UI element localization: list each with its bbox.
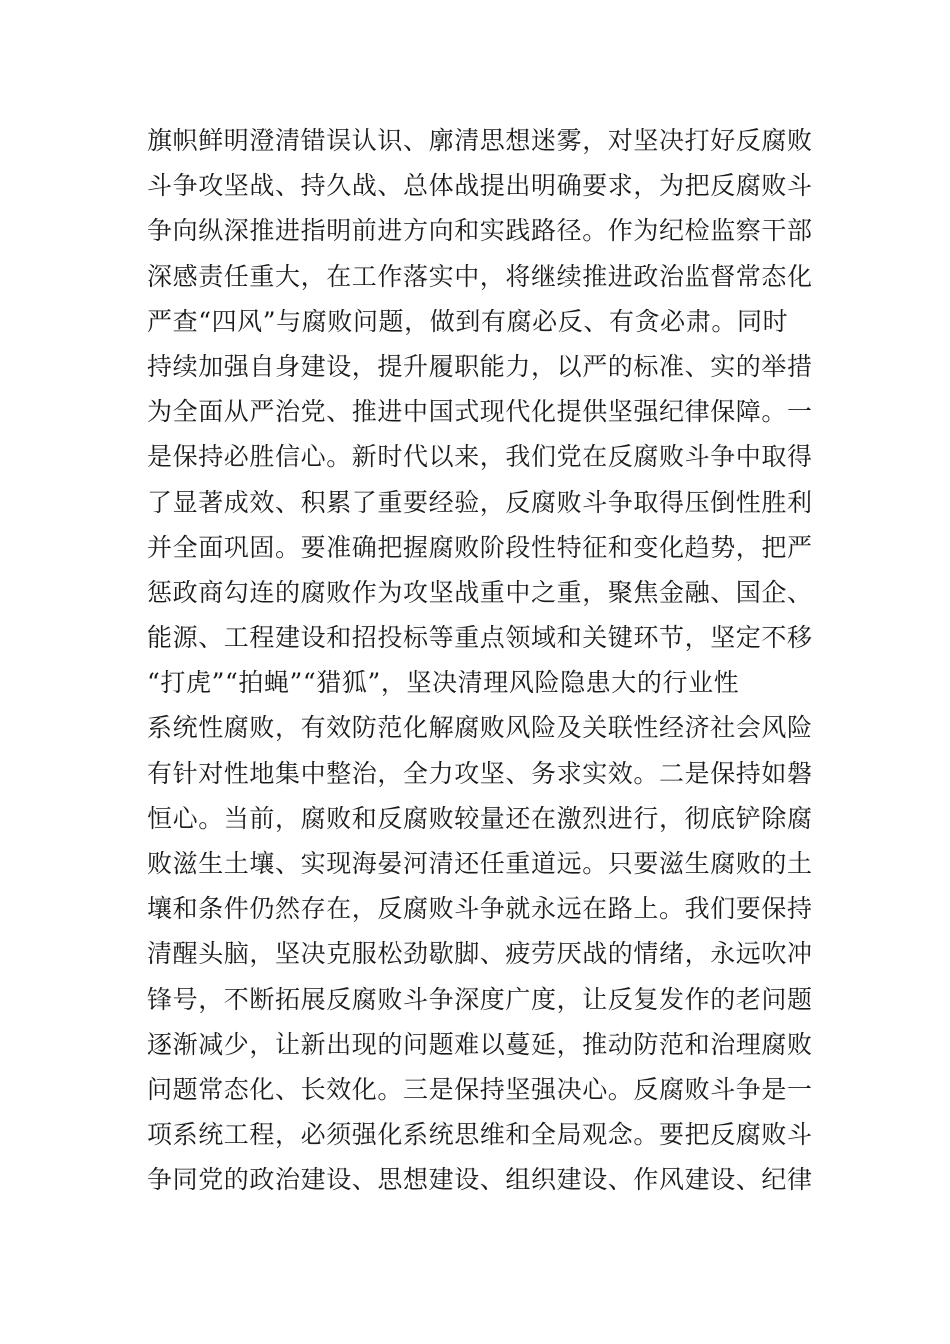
text-line-10: 并全面巩固。要准确把握腐败阶段性特征和变化趋势，把严 bbox=[147, 532, 813, 562]
text-line-2: 斗争攻坚战、持久战、总体战提出明确要求，为把反腐败斗 bbox=[147, 171, 813, 201]
text-line-17: 败滋生土壤、实现海晏河清还任重道远。只要滋生腐败的土 bbox=[147, 849, 813, 878]
text-line-7: 为全面从严治党、推进中国式现代化提供坚强纪律保障。一 bbox=[147, 397, 813, 427]
text-line-18: 壤和条件仍然存在，反腐败斗争就永远在路上。我们要保持 bbox=[147, 894, 813, 924]
text-line-14: 系统性腐败，有效防范化解腐败风险及关联性经济社会风险 bbox=[147, 713, 813, 743]
text-line-11: 惩政商勾连的腐败作为攻坚战重中之重，聚焦金融、国企、 bbox=[147, 577, 813, 607]
text-line-23: 项系统工程，必须强化系统思维和全局观念。要把反腐败斗 bbox=[147, 1120, 813, 1150]
text-line-20: 锋号，不断拓展反腐败斗争深度广度，让反复发作的老问题 bbox=[147, 984, 813, 1014]
text-line-3: 争向纵深推进指明前进方向和实践路径。作为纪检监察干部 bbox=[147, 216, 813, 246]
text-line-13: “打虎”“拍蝇”“猎狐”，坚决清理风险隐患大的行业性 bbox=[147, 668, 740, 698]
text-line-12: 能源、工程建设和招投标等重点领域和关键环节，坚定不移 bbox=[147, 623, 813, 653]
text-line-5: 严查“四风”与腐败问题，做到有腐必反、有贪必肃。同时 bbox=[147, 306, 789, 336]
text-line-16: 恒心。当前，腐败和反腐败较量还在激烈进行，彻底铲除腐 bbox=[147, 803, 813, 833]
text-line-8: 是保持必胜信心。新时代以来，我们党在反腐败斗争中取得 bbox=[147, 442, 813, 472]
text-line-9: 了显著成效、积累了重要经验，反腐败斗争取得压倒性胜利 bbox=[147, 487, 813, 517]
text-line-24: 争同党的政治建设、思想建设、组织建设、作风建设、纪律 bbox=[147, 1165, 813, 1195]
body-text bbox=[147, 118, 817, 1203]
text-line-6: 持续加强自身建设，提升履职能力，以严的标准、实的举措 bbox=[147, 351, 813, 381]
text-line-21: 逐渐减少，让新出现的问题难以蔓延，推动防范和治理腐败 bbox=[147, 1029, 813, 1059]
text-line-1: 旗帜鲜明澄清错误认识、廓清思想迷雾，对坚决打好反腐败 bbox=[147, 126, 813, 155]
text-line-4: 深感责任重大，在工作落实中，将继续推进政治监督常态化 bbox=[147, 261, 813, 291]
text-line-22: 问题常态化、长效化。三是保持坚强决心。反腐败斗争是一 bbox=[147, 1074, 813, 1104]
text-line-15: 有针对性地集中整治，全力攻坚、务求实效。二是保持如磐 bbox=[147, 758, 813, 788]
text-line-19: 清醒头脑，坚决克服松劲歇脚、疲劳厌战的情绪，永远吹冲 bbox=[147, 939, 813, 969]
